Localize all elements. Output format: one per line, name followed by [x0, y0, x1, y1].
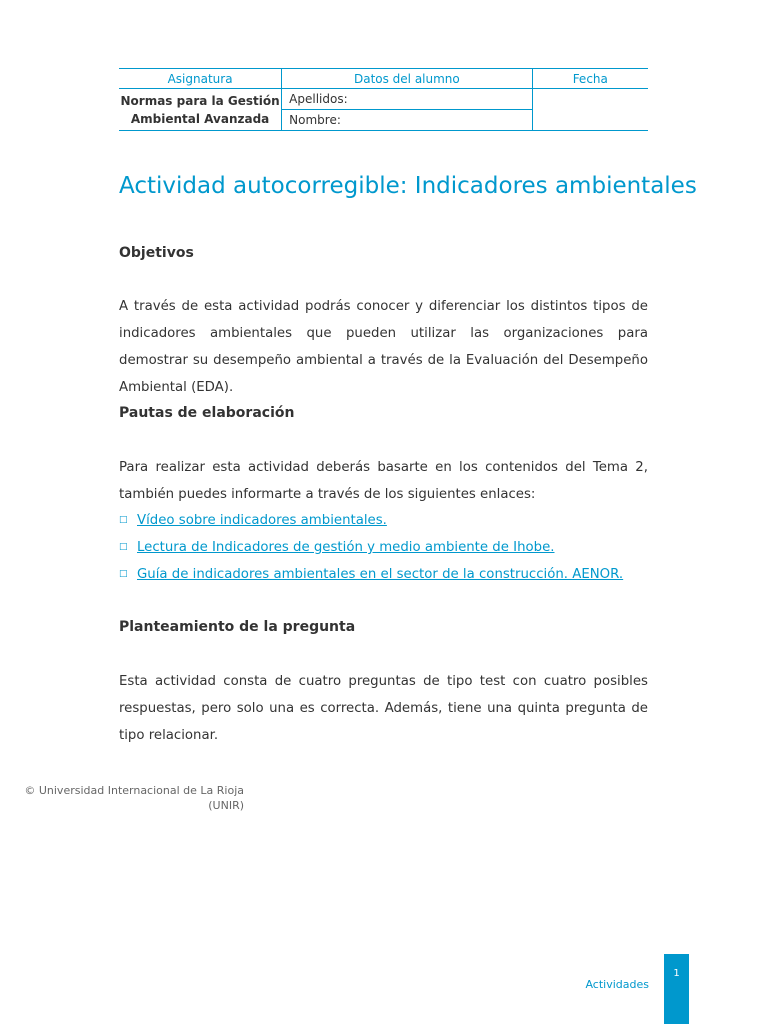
header-col-student: Datos del alumno	[282, 69, 532, 89]
subject-name-line2: Ambiental Avanzada	[130, 111, 270, 126]
name-field[interactable]: Nombre:	[282, 110, 532, 131]
objectives-text: A través de esta actividad podrás conocer y diferenciar los distintos tipos de indicadores ambientales que pueden utilizar las organizaciones para demostrar su desempeño ambiental a través de la Evaluación del Desempeño Ambiental (EDA).	[119, 299, 648, 395]
page-title: Actividad autocorregible: Indicadores ambientales	[119, 173, 697, 199]
page-number-tab	[664, 954, 689, 1024]
surname-field[interactable]: Apellidos:	[282, 89, 532, 110]
list-item	[119, 535, 659, 562]
copyright-line2: (UNIR)	[208, 799, 244, 812]
link-aenor-guide[interactable]: Guía de indicadores ambientales en el sector de la construcción. AENOR.	[137, 567, 624, 582]
header-col-date: Fecha	[532, 69, 648, 89]
link-video-indicators[interactable]: Vídeo sobre indicadores ambientales.	[137, 513, 387, 528]
list-item	[119, 508, 659, 535]
header-col-subject: Asignatura	[119, 69, 282, 89]
list-item	[119, 562, 659, 589]
bullet-icon: □	[119, 515, 128, 525]
link-ihobe-reading[interactable]: Lectura de Indicadores de gestión y medio ambiente de Ihobe.	[137, 540, 555, 555]
guidelines-heading: Pautas de elaboración	[119, 405, 295, 421]
header-table	[119, 68, 648, 131]
bullet-icon: □	[119, 542, 128, 552]
question-heading: Planteamiento de la pregunta	[119, 619, 356, 635]
subject-name-line1: Normas para la Gestión	[120, 93, 280, 108]
bullet-icon: □	[119, 569, 128, 579]
resource-links-list	[119, 508, 659, 589]
objectives-heading: Objetivos	[119, 245, 194, 261]
subject-name	[119, 89, 282, 131]
copyright-notice	[22, 783, 244, 813]
question-text: Esta actividad consta de cuatro preguntas de tipo test con cuatro posibles respuestas, pero solo una es correcta. Además, tiene una quinta pregunta de tipo relacionar.	[119, 674, 648, 743]
footer-section-label: Actividades	[585, 978, 649, 991]
copyright-line1: © Universidad Internacional de La Rioja	[24, 784, 244, 797]
guidelines-text: Para realizar esta actividad deberás basarte en los contenidos del Tema 2, también puedes informarte a través de los siguientes enlaces:	[119, 460, 648, 502]
page-number: 1	[673, 968, 680, 979]
date-field[interactable]	[532, 89, 648, 131]
